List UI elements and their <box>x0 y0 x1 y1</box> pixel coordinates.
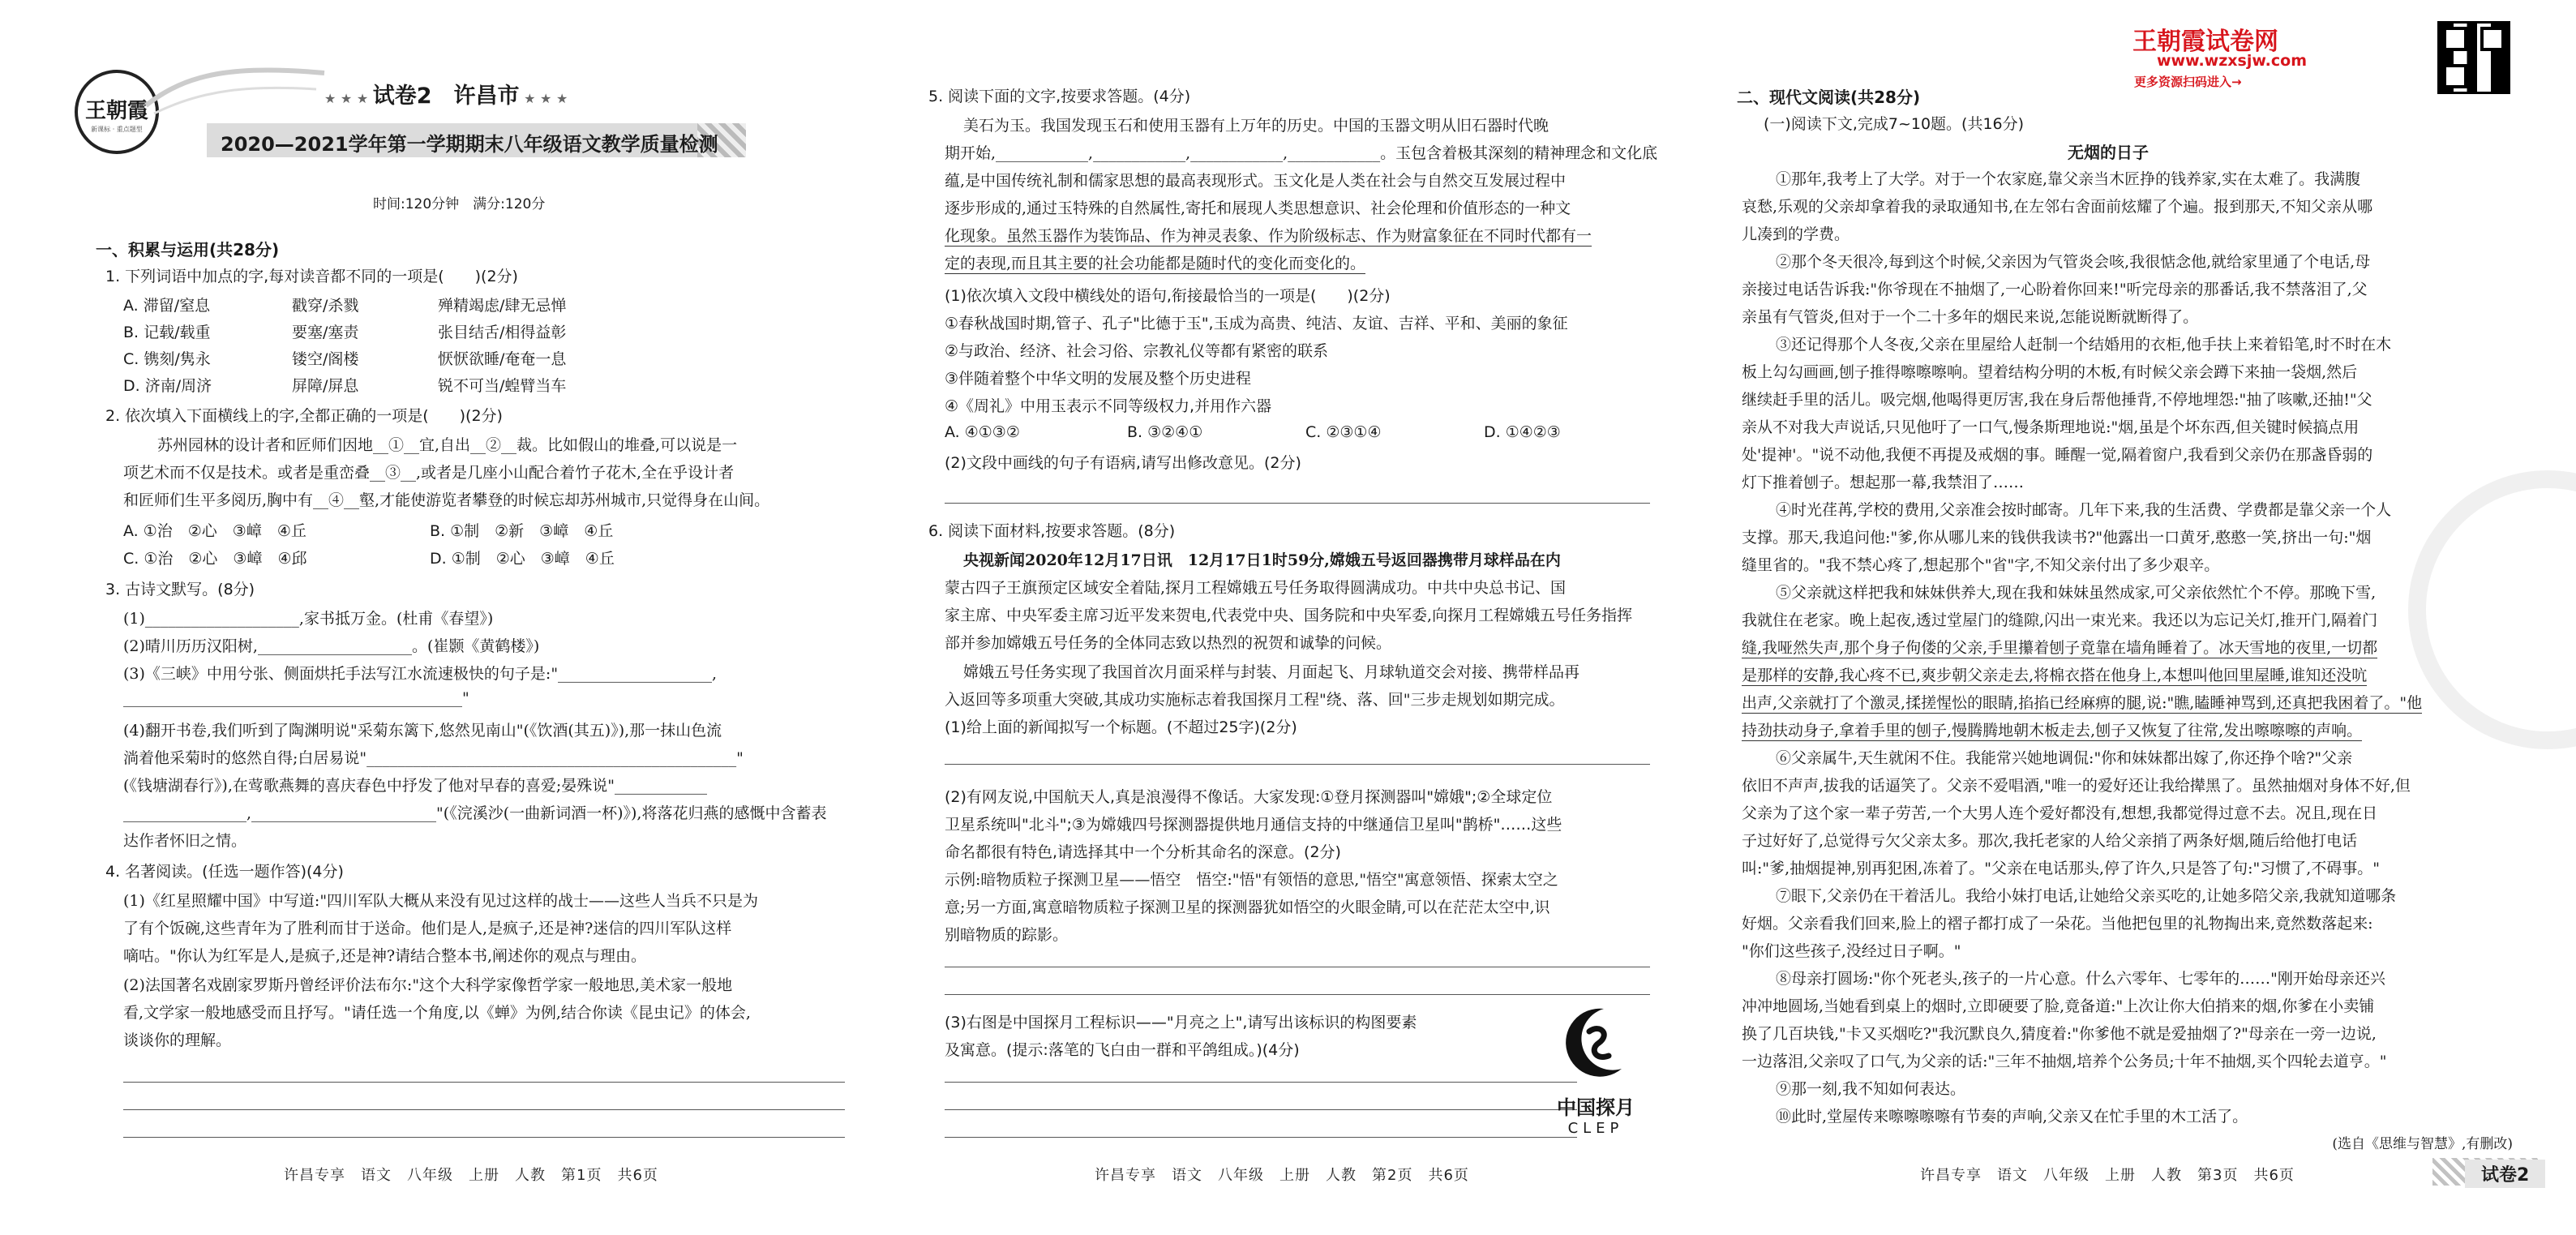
q6-sub3-line-1: (3)右图是中国探月工程标识——"月亮之上",请写出该标识的构图要素 <box>945 1014 1417 1031</box>
q1-row-b-2: 要塞/塞责 <box>292 324 359 341</box>
article-line-7: ③还记得那个人冬夜,父亲在里屋给人赶制一个结婚用的衣柜,他手扶上来着铅笔,时不时在木 <box>1776 336 2392 354</box>
article-line-1: ①那年,我考上了大学。对于一个农家庭,靠父亲当木匠挣的钱养家,实在太难了。我满腹 <box>1776 170 2361 188</box>
page-1-footer: 许昌专享 语文 八年级 上册 人教 第1页 共6页 <box>284 1167 658 1184</box>
article-line-17: 我就住在老家。晚上起夜,透过堂屋门的缝隙,闪出一束光来。我还以为忘记关灯,推开门,隔着门 <box>1742 611 2378 629</box>
article-line-34: ⑨那一刻,我不知如何表达。 <box>1776 1080 1966 1098</box>
q2-passage-line-3: 和匠师们生平多阅历,胸中有__④__壑,才能使游览者攀登的时候忘却苏州城市,只觉得身在山间。 <box>123 491 770 509</box>
q6-sub2-line-6: 别暗物质的踪影。 <box>945 926 1069 944</box>
q2-stem: 2. 依次填入下面横线上的字,全都正确的一项是( )(2分) <box>105 407 503 425</box>
q4-line-5: 看,文学家一般地感受而且抒写。"请任选一个角度,以《蝉》为例,结合你读《昆虫记》的体会, <box>123 1004 751 1022</box>
q5-option-c: C. ②③①④ <box>1305 423 1382 441</box>
section-2-heading: 二、现代文阅读(共28分) <box>1737 88 1921 107</box>
paper-title-text: 试卷2 许昌市 <box>372 84 520 109</box>
page-2 <box>876 0 1703 1235</box>
brand-url: www.wzxsjw.com <box>2157 52 2308 70</box>
q5-item-2: ②与政治、经济、社会习俗、宗教礼仪等都有紧密的联系 <box>945 342 1329 360</box>
q3-line-9: 达作者怀旧之情。 <box>123 832 247 850</box>
q4-line-6: 谈谈你的理解。 <box>123 1031 232 1049</box>
q1-row-c-1: C. 镌刻/隽永 <box>123 350 211 368</box>
article-line-3: 儿凑到的学费。 <box>1742 225 1850 243</box>
q1-row-a-3: 殚精竭虑/肆无忌惮 <box>438 297 567 315</box>
article-line-24: 父亲为了这个家一辈子劳苦,一个大男人连个爱好都没有,想想,我都觉得过意不去。况且,现在日 <box>1742 804 2378 822</box>
q5-item-4: ④《周礼》中用玉表示不同等级权力,并用作六器 <box>945 397 1272 415</box>
q3-line-5: (4)翻开书卷,我们听到了陶渊明说"采菊东篱下,悠然见南山"(《饮酒(其五)》),那一抹山色流 <box>123 722 722 740</box>
q5-item-1: ①春秋战国时期,管子、孔子"比德于玉",玉成为高贵、纯洁、友谊、吉祥、平和、美丽的象征 <box>945 315 1568 332</box>
time-info: 时间:120分钟 满分:120分 <box>373 196 546 212</box>
q5-line-3: 蕴,是中国传统礼制和儒家思想的最高表现形式。玉文化是人类在社会与自然交互发展过程中 <box>945 172 1567 190</box>
article-line-2: 哀愁,乐观的父亲却拿着我的录取通知书,在左邻右舍面前炫耀了个遍。报到那天,不知父亲从哪 <box>1742 198 2373 216</box>
article-line-27: ⑦眼下,父亲仍在干着活儿。我给小妹打电话,让她给父亲买吃的,让她多陪父亲,我就知道哪条 <box>1776 887 2397 905</box>
q6-3-answer-line-3[interactable] <box>945 1137 1577 1138</box>
q1-row-d-3: 锐不可当/蝗臂当车 <box>438 377 567 395</box>
q5-line-2: 期开始,____________,____________,____________,____________。玉包含着极其深刻的精神理念和文化底 <box>945 144 1658 162</box>
q5-sub2: (2)文段中画线的句子有语病,请写出修改意见。(2分) <box>945 454 1301 472</box>
part-1-heading: (一)阅读下文,完成7~10题。(共16分) <box>1764 115 2025 133</box>
q5-line-5: 化现象。虽然玉器作为装饰品、作为神灵表象、作为阶级标志、作为财富象征在不同时代都有一 <box>945 224 1592 247</box>
article-line-35: ⑩此时,堂屋传来嚓嚓嚓嚓有节奏的声响,父亲又在忙手里的木工活了。 <box>1776 1108 2248 1126</box>
article-line-10: 亲从不对我大声说话,只见他吁了一口气,慢条斯理地说:"烟,虽是个坏东西,但关键时候搞点用 <box>1742 418 2360 436</box>
q6-3-answer-line-1[interactable] <box>945 1082 1577 1083</box>
q1-row-a-1: A. 滞留/窒息 <box>123 297 211 315</box>
article-line-13: ④时光荏苒,学校的费用,父亲准会按时邮寄。几年下来,我的生活费、学费都是靠父亲一个人 <box>1776 501 2392 519</box>
corner-paper-label: 试卷2 <box>2465 1160 2545 1188</box>
q3-line-4: ____________________________________________" <box>123 689 469 707</box>
q5-answer-line[interactable] <box>945 503 1650 504</box>
article-line-22: ⑥父亲属牛,天生就闲不住。我能常兴她地调侃:"你和妹妹都出嫁了,你还挣个啥?"父亲 <box>1776 749 2353 767</box>
article-line-29: "你们这些孩子,没经过日子啊。" <box>1742 942 1961 960</box>
q4-line-3: 嘀咕。"你认为红军是人,是疯子,还是神?请结合整本书,阐述你的观点与理由。 <box>123 947 647 965</box>
article-line-31: 冲冲地圆场,当她看到桌上的烟时,立即硬要了脸,竟备道:"上次让你大伯捎来的烟,你爹在小卖铺 <box>1742 997 2375 1015</box>
q3-line-2: (2)晴川历历汉阳树,____________________。(崔颢《黄鹤楼》) <box>123 637 540 655</box>
q4-line-4: (2)法国著名戏剧家罗斯丹曾经评价法布尔:"这个大科学家像哲学家一般地思,美术家一般地 <box>123 976 733 994</box>
q6-line-6: 入返回等多项重大突破,其成功实施标志着我国探月工程"绕、落、回"三步走规划如期完成。 <box>945 691 1565 709</box>
article-line-33: 一边落泪,父亲叹了口气,为父亲的话:"三年不抽烟,培养个公务员;十年不抽烟,买个四轮去道亨。" <box>1742 1053 2387 1070</box>
q6-line-5: 嫦娥五号任务实现了我国首次月面采样与封装、月面起飞、月球轨道交会对接、携带样品再 <box>963 663 1580 681</box>
article-source: (选自《思维与智慧》,有删改) <box>2332 1136 2513 1152</box>
q1-stem: 1. 下列词语中加点的字,每对读音都不同的一项是( )(2分) <box>105 268 518 285</box>
q5-line-1: 美石为玉。我国发现玉石和使用玉器有上万年的历史。中国的玉器文明从旧石器时代晚 <box>963 117 1549 135</box>
page-3 <box>1703 0 2576 1235</box>
q6-sub1: (1)给上面的新闻拟写一个标题。(不超过25字)(2分) <box>945 718 1297 736</box>
q2-passage-line-1: 苏州园林的设计者和匠师们因地__①__宜,自出__②__裁。比如假山的堆叠,可以说是一 <box>157 436 738 454</box>
article-line-25: 子过好好了,总觉得亏欠父亲太多。那次,我托老家的人给父亲捎了两条好烟,随后给他打电话 <box>1742 832 2358 850</box>
q2-option-c: C. ①治 ②心 ③嶂 ④邱 <box>123 550 307 568</box>
q1-row-c-2: 镂空/阁楼 <box>292 350 359 368</box>
page-1 <box>0 0 876 1235</box>
q5-line-6: 定的表现,而且其主要的社会功能都是随时代的变化而变化的。 <box>945 251 1365 274</box>
q4-answer-line-1[interactable] <box>123 1082 845 1083</box>
q4-line-1: (1)《红星照耀中国》中写道:"四川军队大概从来没有见过这样的战士——这些人当兵不只是为 <box>123 892 759 910</box>
q5-option-d: D. ①④②③ <box>1484 423 1561 441</box>
article-line-11: 处'提神'。"说不动他,我便不再提及戒烟的事。睡醒一觉,隔着窗户,我看到父亲仍在那盏昏弱的 <box>1742 446 2373 464</box>
q3-line-6: 淌着他采菊时的悠然自得;白居易说"________________________________________________" <box>123 749 744 767</box>
article-line-18: 缝,我哑然失声,那个身子佝偻的父亲,手里攥着刨子竟靠在墙角睡着了。冰天雪地的夜里,一切都 <box>1742 636 2377 658</box>
header-swoosh-decoration <box>138 57 332 122</box>
q5-sub1: (1)依次填入文段中横线处的语句,衔接最恰当的一项是( )(2分) <box>945 287 1391 305</box>
article-line-16: ⑤父亲就这样把我和妹妹供养大,现在我和妹妹虽然成家,可父亲依然忙个不停。那晚下雪, <box>1776 584 2377 602</box>
article-line-9: 继续赶手里的活儿。吸完烟,他喝得更厉害,我在身后帮他捶背,不停地埋怨:"抽了咳嗽,还抽!"父 <box>1742 391 2372 409</box>
exam-subtitle: 2020—2021学年第一学期期末八年级语文教学质量检测 <box>221 133 718 156</box>
article-line-14: 支撑。那天,我追问他:"爹,你从哪儿来的钱供我读书?"他露出一口黄牙,憨憨一笑,挤出一句:"烟 <box>1742 529 2372 547</box>
q4-answer-line-2[interactable] <box>123 1109 845 1110</box>
article-line-4: ②那个冬天很冷,每到这个时候,父亲因为气管炎会咳,我很惦念他,就给家里通了个电话,母 <box>1776 253 2371 271</box>
brand-tagline: 更多资源扫码进入→ <box>2134 75 2242 89</box>
article-line-23: 依旧不声声,拔我的话逼笑了。父亲不爱唱酒,"唯一的爱好还让我给撵黑了。虽然抽烟对身体不好,但 <box>1742 777 2411 795</box>
article-line-12: 灯下推着刨子。想起那一幕,我禁泪了…… <box>1742 474 2025 491</box>
q1-row-b-1: B. 记载/载重 <box>123 324 211 341</box>
q6-sub2-line-1: (2)有网友说,中国航天人,真是浪漫得不像话。大家发现:①登月探测器叫"嫦娥";②全球定位 <box>945 788 1553 806</box>
article-line-30: ⑧母亲打圆场:"你个死老头,孩子的一片心意。什么六零年、七零年的……"刚开始母亲还兴 <box>1776 970 2385 988</box>
logo-text: 王朝霞 <box>84 99 148 123</box>
article-line-15: 缝里省的。"我不禁心疼了,想起那个"省"字,不知父亲付出了多少艰辛。 <box>1742 556 2220 574</box>
brand-name: 王朝霞试卷网 <box>2132 28 2278 56</box>
section-1-heading: 一、积累与运用(共28分) <box>96 240 280 259</box>
q1-row-b-3: 张目结舌/相得益彰 <box>438 324 567 341</box>
q6-line-2: 蒙古四子王旗预定区域安全着陆,探月工程嫦娥五号任务取得圆满成功。中共中央总书记、国 <box>945 579 1567 597</box>
q1-row-c-3: 恹恹欲睡/奄奄一息 <box>438 350 567 368</box>
q3-line-3: (3)《三峡》中用兮张、侧面烘托手法写江水流速极快的句子是:"____________________, <box>123 665 718 683</box>
clep-logo-cn: 中国探月 <box>1557 1096 1635 1119</box>
q3-line-7: (《钱塘湖春行》),在莺歌燕舞的喜庆春色中抒发了他对早春的喜爱;晏殊说"____________ <box>123 777 708 795</box>
q6-line-4: 部并参加嫦娥五号任务的全体同志致以热烈的祝贺和诚挚的问候。 <box>945 634 1392 652</box>
clep-logo <box>1547 999 1644 1137</box>
q4-line-2: 了有个饭碗,这些青年为了胜利而甘于送命。他们是人,是疯子,还是神?迷信的四川军队这样 <box>123 920 732 937</box>
q6-line-1: 央视新闻2020年12月17日讯 12月17日1时59分,嫦娥五号返回器携带月球样品在内 <box>963 551 1561 569</box>
q2-passage-line-2: 项艺术而不仅是技术。或者是重峦叠__③__,或者是几座小山配合着竹子花木,全在乎设计者 <box>123 464 735 482</box>
logo-subtext: 新课标 · 重点题型 <box>91 126 143 133</box>
q6-1-answer-line[interactable] <box>945 764 1650 765</box>
watermark-seal <box>2408 470 2576 749</box>
q3-stem: 3. 古诗文默写。(8分) <box>105 581 255 598</box>
q2-option-d: D. ①制 ②心 ③嶂 ④丘 <box>430 550 615 568</box>
q6-line-3: 家主席、中央军委主席习近平发来贺电,代表党中央、国务院和中央军委,向探月工程嫦娥五号任务指挥 <box>945 607 1633 624</box>
q6-sub3-line-2: 及寓意。(提示:落笔的飞白由一群和平鸽组成。)(4分) <box>945 1041 1300 1059</box>
q4-answer-line-3[interactable] <box>123 1137 845 1138</box>
article-line-21: 持劲扶动身子,拿着手里的刨子,慢腾腾地朝木板走去,刨子又恢复了往常,发出嚓嚓嚓的声响。 <box>1742 718 2362 741</box>
article-line-19: 是那样的安静,我心疼不已,爽步朝父亲走去,将棉衣搭在他身上,本想叫他回里屋睡,谁知还没吭 <box>1742 663 2367 686</box>
q6-sub2-line-2: 卫星系统叫"北斗";③为嫦娥四号探测器提供地月通信支持的中继通信卫星叫"鹊桥"……这些 <box>945 816 1562 834</box>
article-line-20: 出声,父亲就打了个激灵,揉搓惺忪的眼睛,掐掐已经麻痹的腿,说:"瞧,瞌睡神骂到,还真把我困着了。"他 <box>1742 691 2422 714</box>
q6-sub2-line-3: 命名都很有特色,请选择其中一个分析其命名的深意。(2分) <box>945 843 1341 861</box>
article-line-6: 亲虽有气管炎,但对于一个二十多年的烟民来说,怎能说断就断得了。 <box>1742 308 2199 326</box>
q6-2-answer-line-2[interactable] <box>945 994 1650 995</box>
q6-sub2-line-5: 意;另一方面,寓意暗物质粒子探测卫星的探测器犹如悟空的火眼金睛,可以在茫茫太空中,识 <box>945 898 1550 916</box>
clep-moon-icon <box>1547 999 1644 1088</box>
paper-title: ★ ★ ★ 试卷2 许昌市 ★ ★ ★ <box>324 84 568 109</box>
article-line-5: 亲接过电话告诉我:"你爷现在不抽烟了,一心盼着你回来!"听完母亲的那番话,我不禁落泪了,父 <box>1742 281 2368 298</box>
q1-row-d-2: 屏障/屏息 <box>292 377 359 395</box>
q5-option-a: A. ④①③② <box>945 423 1020 441</box>
q5-stem: 5. 阅读下面的文字,按要求答题。(4分) <box>928 88 1191 105</box>
q6-stem: 6. 阅读下面材料,按要求答题。(8分) <box>928 522 1176 540</box>
q3-line-1: (1)____________________,家书抵万金。(杜甫《春望》) <box>123 610 494 628</box>
q2-option-b: B. ①制 ②新 ③嶂 ④丘 <box>430 522 614 540</box>
q3-line-8: ________________,________________________"(《浣溪沙(一曲新词酒一杯)》),将落花归燕的感慨中含蓄表 <box>123 804 827 822</box>
article-title: 无烟的日子 <box>2068 143 2149 162</box>
q5-item-3: ③伴随着整个中华文明的发展及整个历史进程 <box>945 370 1252 388</box>
page-2-footer: 许昌专享 语文 八年级 上册 人教 第2页 共6页 <box>1095 1167 1469 1184</box>
q1-row-a-2: 戳穿/杀戮 <box>292 297 359 315</box>
page-3-footer: 许昌专享 语文 八年级 上册 人教 第3页 共6页 <box>1920 1167 2295 1184</box>
q1-row-d-1: D. 济南/周济 <box>123 377 212 395</box>
q6-3-answer-line-2[interactable] <box>945 1109 1577 1110</box>
q4-stem: 4. 名著阅读。(任选一题作答)(4分) <box>105 863 344 881</box>
article-line-28: 好烟。父亲看我们回来,脸上的褶子都打成了一朵花。当他把包里的礼物掏出来,竟然数落起来: <box>1742 915 2373 933</box>
article-line-32: 换了几百块钱,"卡又买烟吃?"我沉默良久,猜度着:"你爹他不就是爱抽烟了?"母亲在一旁一边说, <box>1742 1025 2377 1043</box>
qr-code-icon[interactable] <box>2437 21 2510 94</box>
clep-logo-en: CLEP <box>1567 1120 1624 1137</box>
q2-option-a: A. ①治 ②心 ③嶂 ④丘 <box>123 522 306 540</box>
q5-option-b: B. ③②④① <box>1127 423 1203 441</box>
article-line-8: 板上勾勾画画,刨子推得嚓嚓嚓响。望着结构分明的木板,有时候父亲会蹲下来抽一袋烟,然后 <box>1742 363 2358 381</box>
q5-line-4: 逐步形成的,通过玉特殊的自然属性,寄托和展现人类思想意识、社会伦理和价值形态的一种文 <box>945 199 1571 217</box>
q6-sub2-line-4: 示例:暗物质粒子探测卫星——悟空 悟空:"悟"有领悟的意思,"悟空"寓意领悟、探索太空之 <box>945 871 1558 889</box>
article-line-26: 叫:"爹,抽烟提神,别再犯困,冻着了。"父亲在电话那头,停了许久,只是答了句:"习惯了,不碍事。" <box>1742 860 2380 877</box>
